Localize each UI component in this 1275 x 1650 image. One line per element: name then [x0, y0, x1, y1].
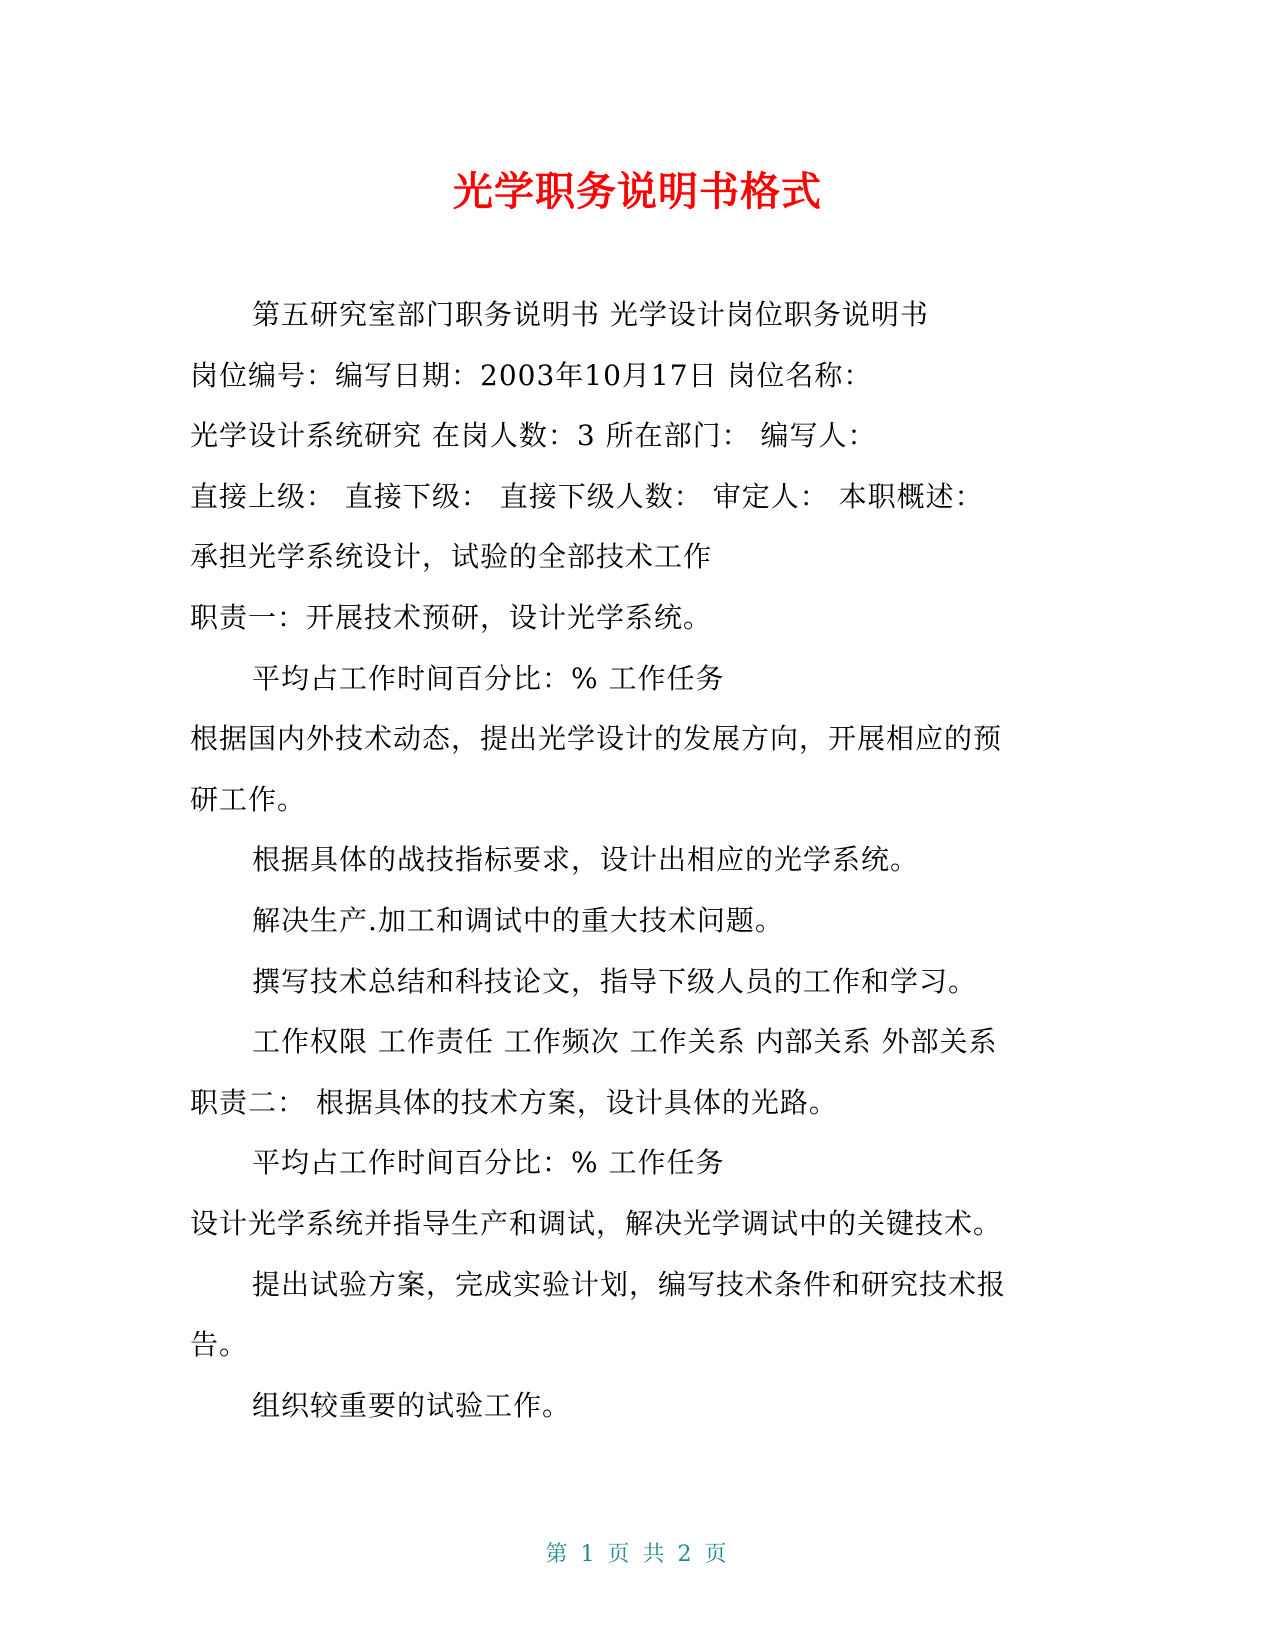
paragraph-line: 工作权限 工作责任 工作频次 工作关系 内部关系 外部关系: [252, 1025, 998, 1059]
paragraph-line: 光学设计系统研究 在岗人数：3 所在部门： 编写人：: [190, 419, 877, 453]
paragraph-line: 解决生产.加工和调试中的重大技术问题。: [252, 903, 784, 937]
document-title: 光学职务说明书格式: [453, 169, 822, 215]
paragraph-line: 第五研究室部门职务说明书 光学设计岗位职务说明书: [252, 298, 929, 331]
paragraph-line: 告。: [190, 1328, 249, 1362]
paragraph-line: 提出试验方案，完成实验计划，编写技术条件和研究技术报: [252, 1267, 1007, 1301]
paragraph-line: 根据国内外技术动态，提出光学设计的发展方向，开展相应的预: [190, 722, 1003, 756]
paragraph-line: 职责一：开展技术预研，设计光学系统。: [190, 600, 713, 634]
paragraph-line: 研工作。: [190, 782, 307, 816]
page-footer: 第 1 页 共 2 页: [545, 1542, 730, 1567]
document-body: [190, 295, 1090, 1446]
paragraph-line: 撰写技术总结和科技论文，指导下级人员的工作和学习。: [252, 964, 978, 998]
paragraph-line: 根据具体的战技指标要求，设计出相应的光学系统。: [252, 843, 920, 877]
paragraph-line: 设计光学系统并指导生产和调试，解决光学调试中的关键技术。: [190, 1206, 1003, 1240]
paragraph-line: 平均占工作时间百分比：% 工作任务: [252, 661, 725, 695]
paragraph-line: 直接上级： 直接下级： 直接下级人数： 审定人： 本职概述：: [190, 479, 984, 513]
paragraph-line: 岗位编号：编写日期：2003年10月17日 岗位名称：: [190, 358, 873, 392]
paragraph-line: 承担光学系统设计，试验的全部技术工作: [190, 540, 713, 574]
paragraph-line: 职责二： 根据具体的技术方案，设计具体的光路。: [190, 1085, 838, 1119]
paragraph-line: 平均占工作时间百分比：% 工作任务: [252, 1146, 725, 1180]
paragraph-line: 组织较重要的试验工作。: [252, 1388, 572, 1422]
